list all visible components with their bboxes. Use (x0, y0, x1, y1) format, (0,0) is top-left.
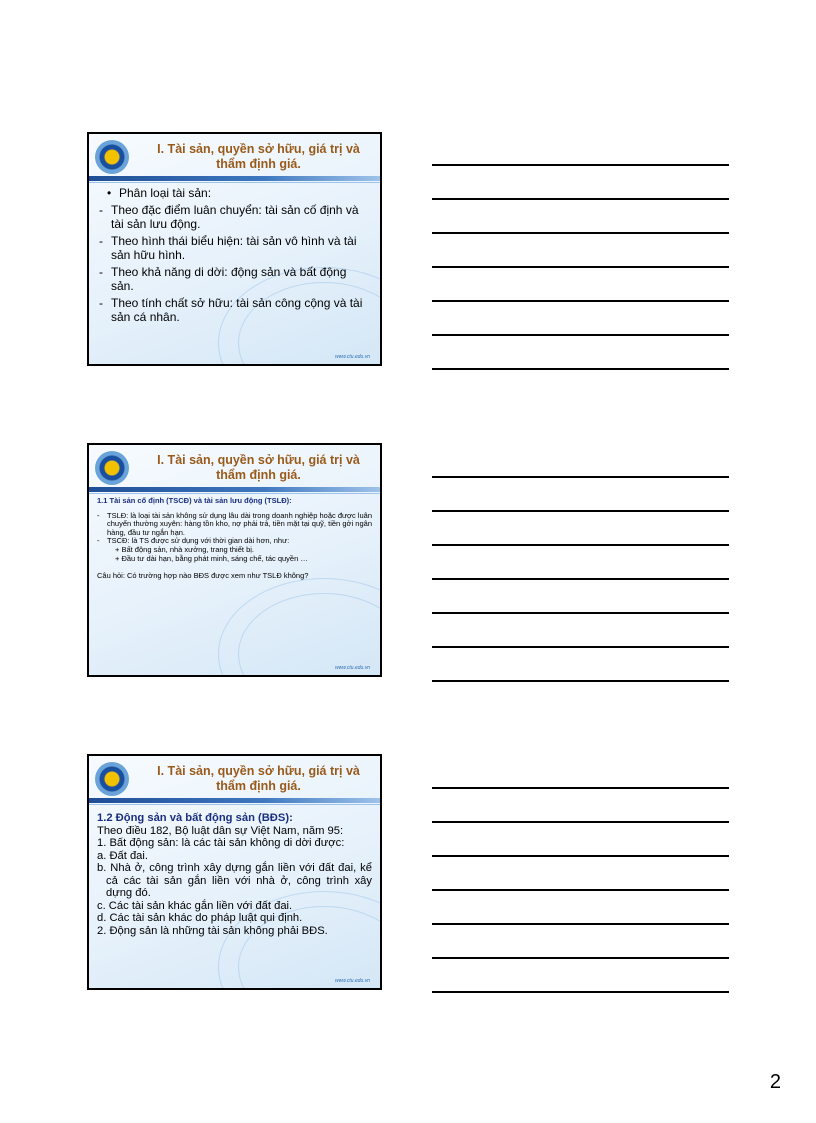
note-line (432, 889, 729, 891)
bullet-marker: - (99, 296, 103, 310)
title-divider-bar (89, 487, 380, 492)
bullet-marker: - (99, 203, 103, 217)
content-line: b. Nhà ở, công trình xây dựng gắn liền với đất đai, kể cả các tài sản gắn liền với nhà ở, công trình xây dựng đó. (97, 862, 372, 899)
note-line (432, 368, 729, 370)
content-line: a. Đất đai. (97, 849, 148, 862)
slide-content (97, 812, 372, 937)
question-text: Câu hỏi: Có trường hợp nào BĐS được xem như TSLĐ không? (97, 571, 309, 581)
content-line: 1. Bất động sản: là các tài sản không di dời được: (97, 837, 345, 849)
slide-footer-url: www.ctu.edu.vn (334, 354, 370, 360)
note-line (432, 646, 729, 648)
note-line (432, 612, 729, 614)
slide-footer-url: www.ctu.edu.vn (334, 665, 370, 671)
bullet-text: TSCĐ: là TS được sử dụng với thời gian dài hơn, như: (107, 536, 290, 546)
note-line (432, 957, 729, 959)
note-line (432, 510, 729, 512)
sub-item: + Đầu tư dài hạn, bằng phát minh, sáng chế, tác quyền … (115, 553, 308, 563)
page-number: 2 (769, 1071, 781, 1093)
slide-1 (87, 132, 382, 366)
slide-title-line-2: thẩm định giá. (216, 157, 301, 171)
note-line (432, 991, 729, 993)
bullet-item (99, 265, 370, 293)
bullet-text: TSLĐ: là loại tài sản không sử dụng lâu dài trong doanh nghiệp hoặc được luân chuyển thường xuyên: hàng tồn kho, nợ phải trả, tiền mặt tại quỹ, tiền gởi ngân hàng, đầu tư ngắn hạn. (107, 510, 372, 537)
bullet-marker: - (99, 234, 103, 248)
university-logo-icon (95, 140, 129, 174)
bullet-text: Theo khả năng di dời: động sản và bất động sản. (111, 265, 347, 293)
content-line: Theo điều 182, Bộ luật dân sự Việt Nam, năm 95: (97, 824, 344, 837)
title-divider-line (89, 804, 380, 805)
bullet-marker: • (107, 186, 112, 200)
content-line: 2. Động sản là những tài sản không phải BĐS. (97, 924, 328, 937)
slide-title-line-2: thẩm định giá. (216, 779, 301, 793)
note-line (432, 855, 729, 857)
bullet-text: Theo tính chất sở hữu: tài sản công cộng và tài sản cá nhân. (111, 296, 363, 324)
slide-2 (87, 443, 382, 677)
bullet-text: Phân loại tài sản: (119, 186, 212, 200)
note-line (432, 787, 729, 789)
note-line (432, 923, 729, 925)
title-divider-bar (89, 176, 380, 181)
content-line: c. Các tài sản khác gắn liền với đất đai. (97, 899, 293, 912)
slide-content (97, 497, 372, 581)
note-line (432, 821, 729, 823)
note-line (432, 680, 729, 682)
bullet-item (99, 234, 370, 262)
title-divider-line (89, 493, 380, 494)
title-divider-bar (89, 798, 380, 803)
slide-title (141, 453, 376, 483)
slide-footer-url: www.ctu.edu.vn (334, 978, 370, 984)
slide-title-line-2: thẩm định giá. (216, 468, 301, 482)
note-line (432, 544, 729, 546)
university-logo-icon (95, 762, 129, 796)
bullet-item (99, 186, 370, 200)
slide-subheading: 1.2 Động sản và bất động sản (BĐS): (97, 812, 293, 824)
note-line (432, 578, 729, 580)
bullet-item (99, 203, 370, 231)
bullet-marker: - (97, 510, 100, 520)
bullet-marker: - (97, 536, 100, 546)
slide-content (99, 186, 370, 327)
note-line (432, 300, 729, 302)
slide-title-line-1: I. Tài sản, quyền sở hữu, giá trị và (157, 764, 360, 778)
slide-title (141, 142, 376, 172)
slide-title-line-1: I. Tài sản, quyền sở hữu, giá trị và (157, 453, 360, 467)
slide-title (141, 764, 376, 794)
bullet-text: Theo hình thái biểu hiện: tài sản vô hình và tài sản hữu hình. (111, 234, 357, 262)
background-swirl (218, 578, 382, 677)
bullet-item (97, 512, 372, 538)
content-line: d. Các tài sản khác do pháp luật qui định. (97, 912, 303, 924)
university-logo-icon (95, 451, 129, 485)
bullet-marker: - (99, 265, 103, 279)
note-line (432, 266, 729, 268)
slide-3 (87, 754, 382, 990)
bullet-text: Theo đặc điểm luân chuyển: tài sản cố định và tài sản lưu động. (111, 203, 359, 231)
note-line (432, 476, 729, 478)
note-line (432, 198, 729, 200)
title-divider-line (89, 182, 380, 183)
slide-subheading: 1.1 Tài sản cố định (TSCĐ) và tài sản lưu động (TSLĐ): (97, 496, 292, 505)
slide-title-line-1: I. Tài sản, quyền sở hữu, giá trị và (157, 142, 360, 156)
note-line (432, 232, 729, 234)
note-line (432, 164, 729, 166)
sub-item: + Bất động sản, nhà xưởng, trang thiết bị. (115, 544, 254, 554)
bullet-item (99, 296, 370, 324)
note-line (432, 334, 729, 336)
